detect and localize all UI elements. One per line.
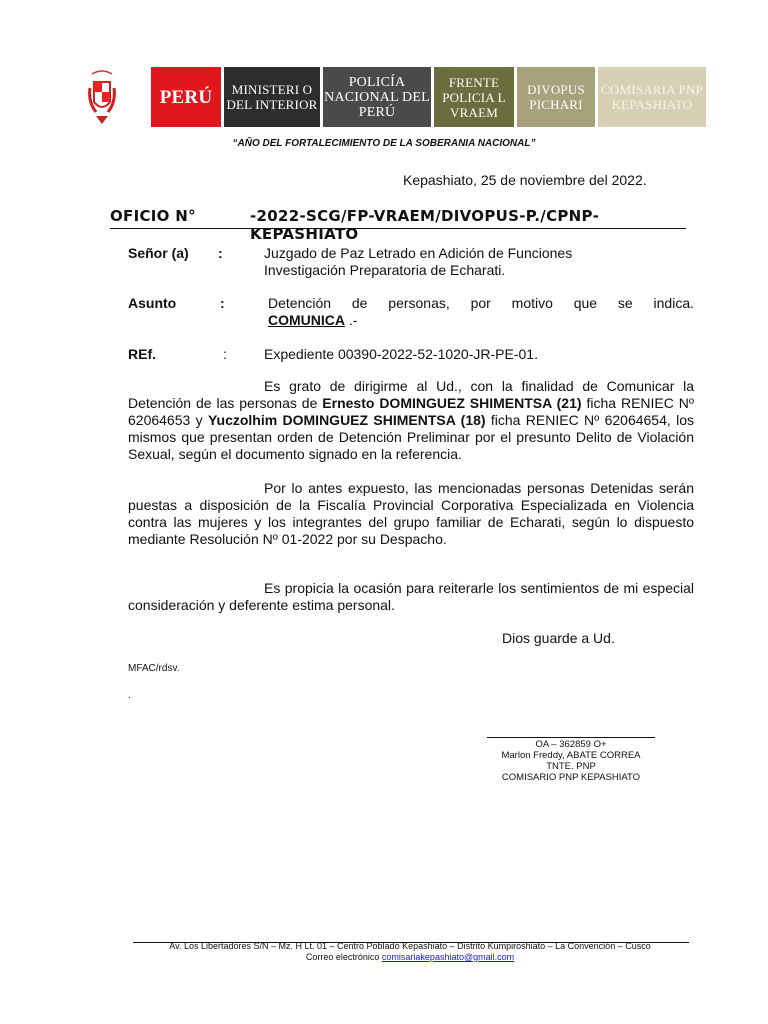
oficio-heading [110, 206, 686, 243]
body-paragraph-2: Por lo antes expuesto, las mencionadas personas Detenidas serán puestas a disposición de la Fiscalía Provincial Corporativa Especializada en Violencia contra las mujeres y los integrantes del grupo familiar de Echarati, según lo dispuesto mediante Resolución Nº 01-2022 por su Despacho. [128, 480, 694, 547]
asunto-colon: : [220, 295, 225, 311]
signature-name: Marlon Freddy, ABATE CORREA [501, 750, 641, 761]
footer-email-line [120, 952, 700, 963]
header-policia-box: POLICÍA NACIONAL DEL PERÚ [323, 67, 431, 127]
asunto-label: Asunto [128, 295, 177, 311]
ref-colon: : [223, 346, 227, 362]
asunto-line-1: Detención de personas, por motivo que se indica. [268, 295, 694, 311]
body-paragraph-1 [128, 378, 694, 463]
footer-email-link[interactable]: comisariakepashiato@gmail.com [381, 952, 515, 962]
p1-text-c: ficha RENIEC Nº 62064654, los mismos que presentan orden de Detención Preliminar por el presunto Delito de Violación Sexual, según el documento signado en la referencia. [128, 412, 694, 462]
year-motto: “AÑO DEL FORTALECIMIENTO DE LA SOBERANIA NACIONAL” [232, 138, 536, 149]
oficio-number: -2022-SCG/FP-VRAEM/DIVOPUS-P./CPNP-KEPASHIATO [250, 207, 600, 243]
senor-label: Señor (a) [128, 245, 189, 261]
footer-email-label: Correo electrónico [305, 952, 382, 962]
detainee-1-name: Ernesto DOMINGUEZ SHIMENTSA (21) [322, 395, 582, 411]
initials: MFAC/rdsv. [128, 663, 180, 674]
header-divopus-box: DIVOPUS PICHARI [517, 67, 595, 127]
p1-text-a: Es grato de dirigirme al Ud., con la finalidad de Comunicar la Detención de las personas de [128, 378, 694, 411]
signature-rank: TNTE. PNP [546, 761, 596, 772]
peru-coat-of-arms-icon [88, 68, 116, 128]
date-line: Kepashiato, 25 de noviembre del 2022. [403, 172, 647, 188]
p1-text-b: ficha RENIEC Nº 62064653 y [128, 395, 694, 428]
footer-address: Av. Los Libertadores S/N – Mz. H Lt. 01 – Centro Poblado Kepashiato – Distrito Kumpiroshiato – La Convención – Cusco [169, 941, 651, 951]
dot-mark: . [128, 690, 131, 701]
detainee-2-name: Yuczolhim DOMINGUEZ SHIMENTSA (18) [207, 412, 486, 428]
asunto-line-2 [268, 312, 357, 328]
senor-line-2: Investigación Preparatoria de Echarati. [264, 262, 506, 278]
signature-code: OA – 362859 O+ [535, 739, 607, 750]
header-peru-box: PERÚ [151, 67, 221, 127]
senor-line-1: Juzgado de Paz Letrado en Adición de Funciones [264, 245, 573, 261]
closing-line: Dios guarde a Ud. [502, 630, 615, 646]
signature-line [487, 737, 655, 738]
signature-title: COMISARIO PNP KEPASHIATO [501, 772, 641, 783]
header-ministerio-box: MINISTERI O DEL INTERIOR [224, 67, 320, 127]
body-paragraph-3: Es propicia la ocasión para reiterarle los sentimientos de mi especial consideración y deferente estima personal. [128, 580, 694, 613]
senor-colon: : [218, 245, 223, 261]
asunto-suffix: .- [345, 312, 358, 328]
oficio-prefix: OFICIO N° [110, 207, 196, 225]
ref-label: REf. [128, 346, 156, 362]
header-comisaria-box: COMISARIA PNP KEPASHIATO [598, 67, 706, 127]
header-frente-box: FRENTE POLICIA L VRAEM [434, 67, 514, 127]
ref-text: Expediente 00390-2022-52-1020-JR-PE-01. [264, 346, 538, 362]
comunica-text: COMUNICA [268, 312, 345, 328]
